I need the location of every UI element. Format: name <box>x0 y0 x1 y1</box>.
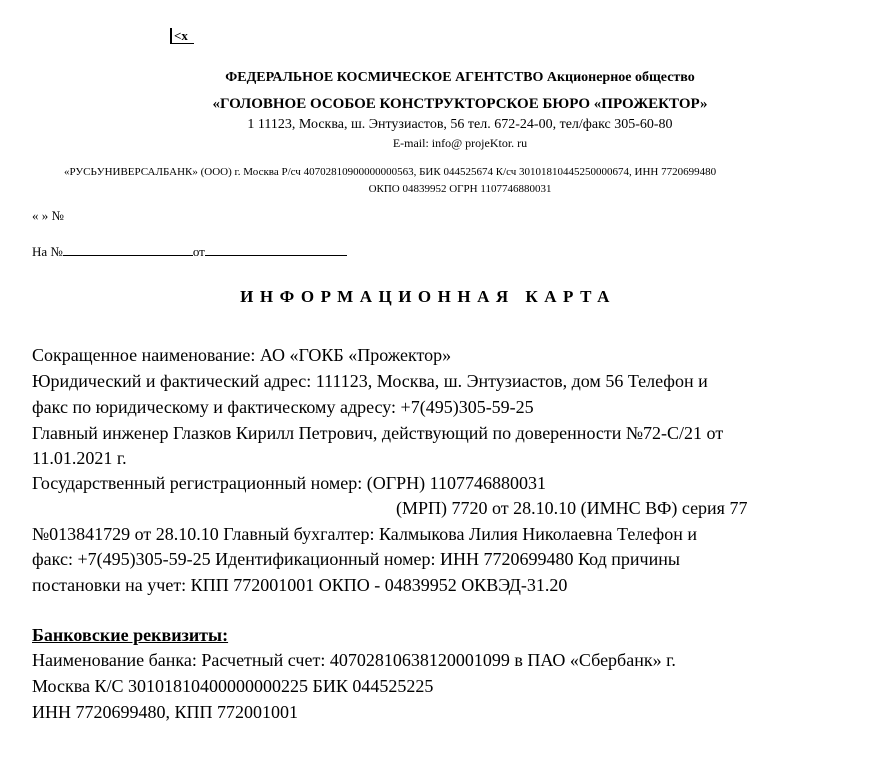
corner-mark: <x <box>170 28 194 44</box>
mrp-line: (МРП) 7720 от 28.10.10 (ИМНС ВФ) серия 77 <box>396 498 748 518</box>
inn-line: факс: +7(495)305-59-25 Идентификационный номер: ИНН 7720699480 Код причины <box>32 549 680 569</box>
bank-corr-line: Москва К/С 30101810400000000225 БИК 044525225 <box>32 676 434 696</box>
date-number-line: « » № <box>32 208 64 223</box>
date-of-attorney-line: 11.01.2021 г. <box>32 448 127 468</box>
reference-number-blank <box>63 243 193 256</box>
fax-line: факс по юридическому и фактическому адресу: +7(495)305-59-25 <box>32 397 534 417</box>
address-line: Юридический и фактический адрес: 111123, Москва, ш. Энтузиастов, дом 56 Телефон и <box>32 371 708 391</box>
header-company-name: «ГОЛОВНОЕ ОСОБОЕ КОНСТРУКТОРСКОЕ БЮРО «ПРОЖЕКТОР» <box>212 96 708 112</box>
reference-prefix: На № <box>32 244 63 259</box>
chief-accountant-line: №013841729 от 28.10.10 Главный бухгалтер: Калмыкова Лилия Николаевна Телефон и <box>32 524 697 544</box>
reference-line <box>32 243 347 260</box>
bank-heading: Банковские реквизиты: <box>32 625 229 645</box>
header-bank-details: «РУСЬУНИВЕРСАЛБАНК» (ООО) г. Москва Р/сч 40702810900000000563, БИК 044525674 К/сч 30101810445250000674, ИНН 7720699480 <box>64 166 717 178</box>
chief-engineer-line: Главный инженер Глазков Кирилл Петрович, действующий по доверенности №72-С/21 от <box>32 423 724 443</box>
reference-date-blank <box>205 243 347 256</box>
header-okpo-ogrn: ОКПО 04839952 ОГРН 1107746880031 <box>368 183 552 195</box>
header-agency-line: ФЕДЕРАЛЬНОЕ КОСМИЧЕСКОЕ АГЕНТСТВО Акционерное общество <box>225 70 695 85</box>
header-address: 1 11123, Москва, ш. Энтузиастов, 56 тел. 672-24-00, тел/факс 305-60-80 <box>247 117 673 132</box>
bank-inn-line: ИНН 7720699480, КПП 772001001 <box>32 702 299 722</box>
bank-account-line: Наименование банка: Расчетный счет: 40702810638120001099 в ПАО «Сбербанк» г. <box>32 650 676 670</box>
header-email: E-mail: info@ projeKtor. ru <box>392 136 528 150</box>
reference-from: от <box>192 244 205 259</box>
document-title: ИНФОРМАЦИОННАЯ КАРТА <box>240 287 616 306</box>
kpp-line: постановки на учет: КПП 772001001 ОКПО - 04839952 ОКВЭД-31.20 <box>32 575 568 595</box>
short-name-line: Сокращенное наименование: АО «ГОКБ «Прожектор» <box>32 345 452 365</box>
ogrn-line: Государственный регистрационный номер: (ОГРН) 1107746880031 <box>32 473 547 493</box>
